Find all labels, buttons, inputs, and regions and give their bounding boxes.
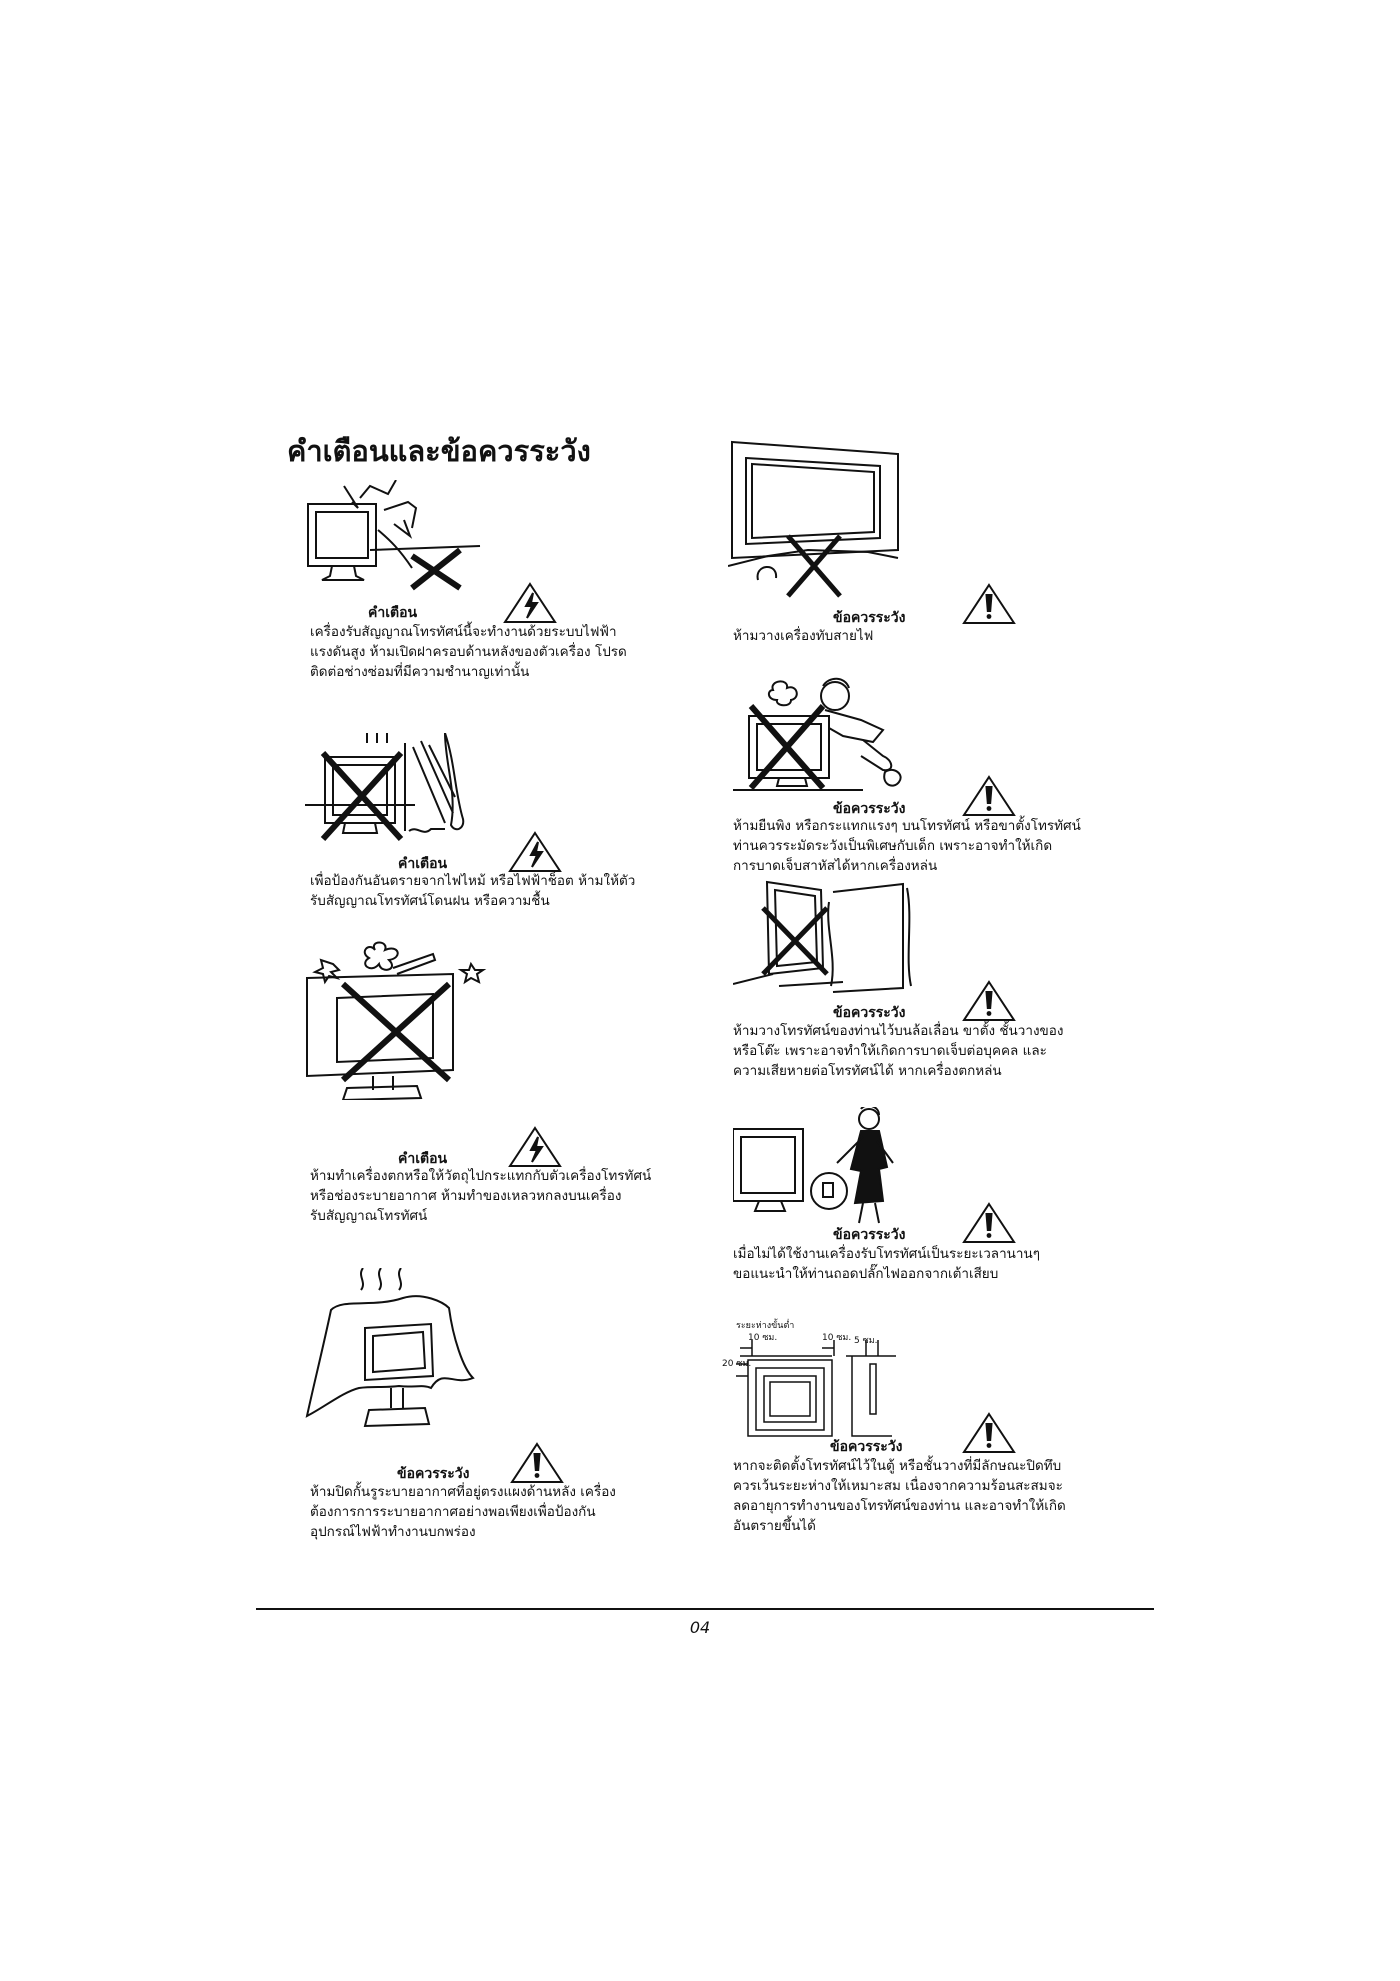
rain-window-illustration xyxy=(305,733,490,845)
warning-label: คำเตือน xyxy=(398,1151,448,1167)
child-climbing-illustration xyxy=(733,676,913,796)
clearance-top-left: 10 ซม. xyxy=(748,1333,778,1343)
warning-text: ห้ามทำเครื่องตกหรือให้วัตถุไปกระแทกกับตัวเครื่องโทรทัศน์ หรือช่องระบายอากาศ ห้ามทำของเหลวหกลงบนเครื่อง รับสัญญาณโทรทัศน์ xyxy=(310,1168,652,1224)
caution-label: ข้อควรระวัง xyxy=(833,801,906,817)
clearance-side: 5 ซม. xyxy=(854,1336,878,1346)
exclamation-warning-icon xyxy=(962,775,1016,817)
exclamation-warning-icon xyxy=(962,1412,1016,1454)
impact-liquid-illustration xyxy=(303,940,488,1100)
exclamation-warning-icon xyxy=(962,980,1016,1022)
caution-text: ห้ามยืนพิง หรือกระแทกแรงๆ บนโทรทัศน์ หรือขาตั้งโทรทัศน์ ท่านควรระมัดระวังเป็นพิเศษกับเด็ก เพราะอาจทำให้เกิด การบาดเจ็บสาหัสได้หากเครื่องหล่น xyxy=(733,818,1081,874)
covered-vents-illustration xyxy=(303,1268,488,1428)
clearance-heading: ระยะห่างขั้นต่ำ xyxy=(736,1321,795,1331)
warning-label: คำเตือน xyxy=(368,605,418,621)
page-number: 04 xyxy=(689,1618,711,1637)
footer-divider xyxy=(256,1608,1154,1610)
page-title: คำเตือนและข้อควรระวัง xyxy=(287,434,591,468)
warning-text: เครื่องรับสัญญาณโทรทัศน์นี้จะทำงานด้วยระบบไฟฟ้า แรงดันสูง ห้ามเปิดฝาครอบด้านหลังของตัวเครื่อง โปรด ติดต่อช่างซ่อมที่มีความชำนาญเท่านั้น xyxy=(310,624,627,680)
caution-text: เมื่อไม่ได้ใช้งานเครื่องรับโทรทัศน์เป็นระยะเวลานานๆ ขอแนะนำให้ท่านถอดปลั๊กไฟออกจากเต้าเสียบ xyxy=(733,1246,1040,1282)
antenna-lightning-illustration xyxy=(300,480,490,592)
exclamation-warning-icon xyxy=(962,1202,1016,1244)
lightning-warning-icon xyxy=(508,831,562,873)
warning-text: เพื่อป้องกันอันตรายจากไฟไหม้ หรือไฟฟ้าช็อต ห้ามให้ตัว รับสัญญาณโทรทัศน์โดนฝน หรือความชื้น xyxy=(310,873,636,909)
caution-text: ห้ามวางเครื่องทับสายไฟ xyxy=(733,628,874,644)
caution-label: ข้อควรระวัง xyxy=(833,610,906,626)
lightning-warning-icon xyxy=(503,582,557,624)
caution-text: หากจะติดตั้งโทรทัศน์ไว้ในตู้ หรือชั้นวางที่มีลักษณะปิดทึบ ควรเว้นระยะห่างให้เหมาะสม เนื่องจากความร้อนสะสมจะ ลดอายุการทำงานของโทรทัศน์ของท่าน และอาจทำให้เกิด อันตรายขึ้นได้ xyxy=(733,1458,1066,1534)
caution-text: ห้ามปิดกั้นรูระบายอากาศที่อยู่ตรงแผงด้านหลัง เครื่อง ต้องการการระบายอากาศอย่างพอเพียงเพื่อป้องกัน อุปกรณ์ไฟฟ้าทำงานบกพร่อง xyxy=(310,1484,616,1540)
caution-label: ข้อควรระวัง xyxy=(397,1466,470,1482)
caution-label: ข้อควรระวัง xyxy=(833,1227,906,1243)
unplug-illustration xyxy=(733,1107,913,1227)
unstable-stand-illustration xyxy=(733,878,923,998)
exclamation-warning-icon xyxy=(962,583,1016,625)
lightning-warning-icon xyxy=(508,1126,562,1168)
warning-label: คำเตือน xyxy=(398,856,448,872)
caution-text: ห้ามวางโทรทัศน์ของท่านไว้บนล้อเลื่อน ขาตั้ง ชั้นวางของ หรือโต๊ะ เพราะอาจทำให้เกิดการบาดเจ็บต่อบุคคล และ ความเสียหายต่อโทรทัศน์ได้ หากเครื่องตกหล่น xyxy=(733,1023,1064,1079)
clearance-top-right: 10 ซม. xyxy=(822,1333,852,1343)
exclamation-warning-icon xyxy=(510,1442,564,1484)
caution-label: ข้อควรระวัง xyxy=(833,1005,906,1021)
caution-label: ข้อควรระวัง xyxy=(830,1439,903,1455)
clearance-left: 20 ซม. xyxy=(722,1359,752,1369)
power-cord-illustration xyxy=(728,440,913,600)
